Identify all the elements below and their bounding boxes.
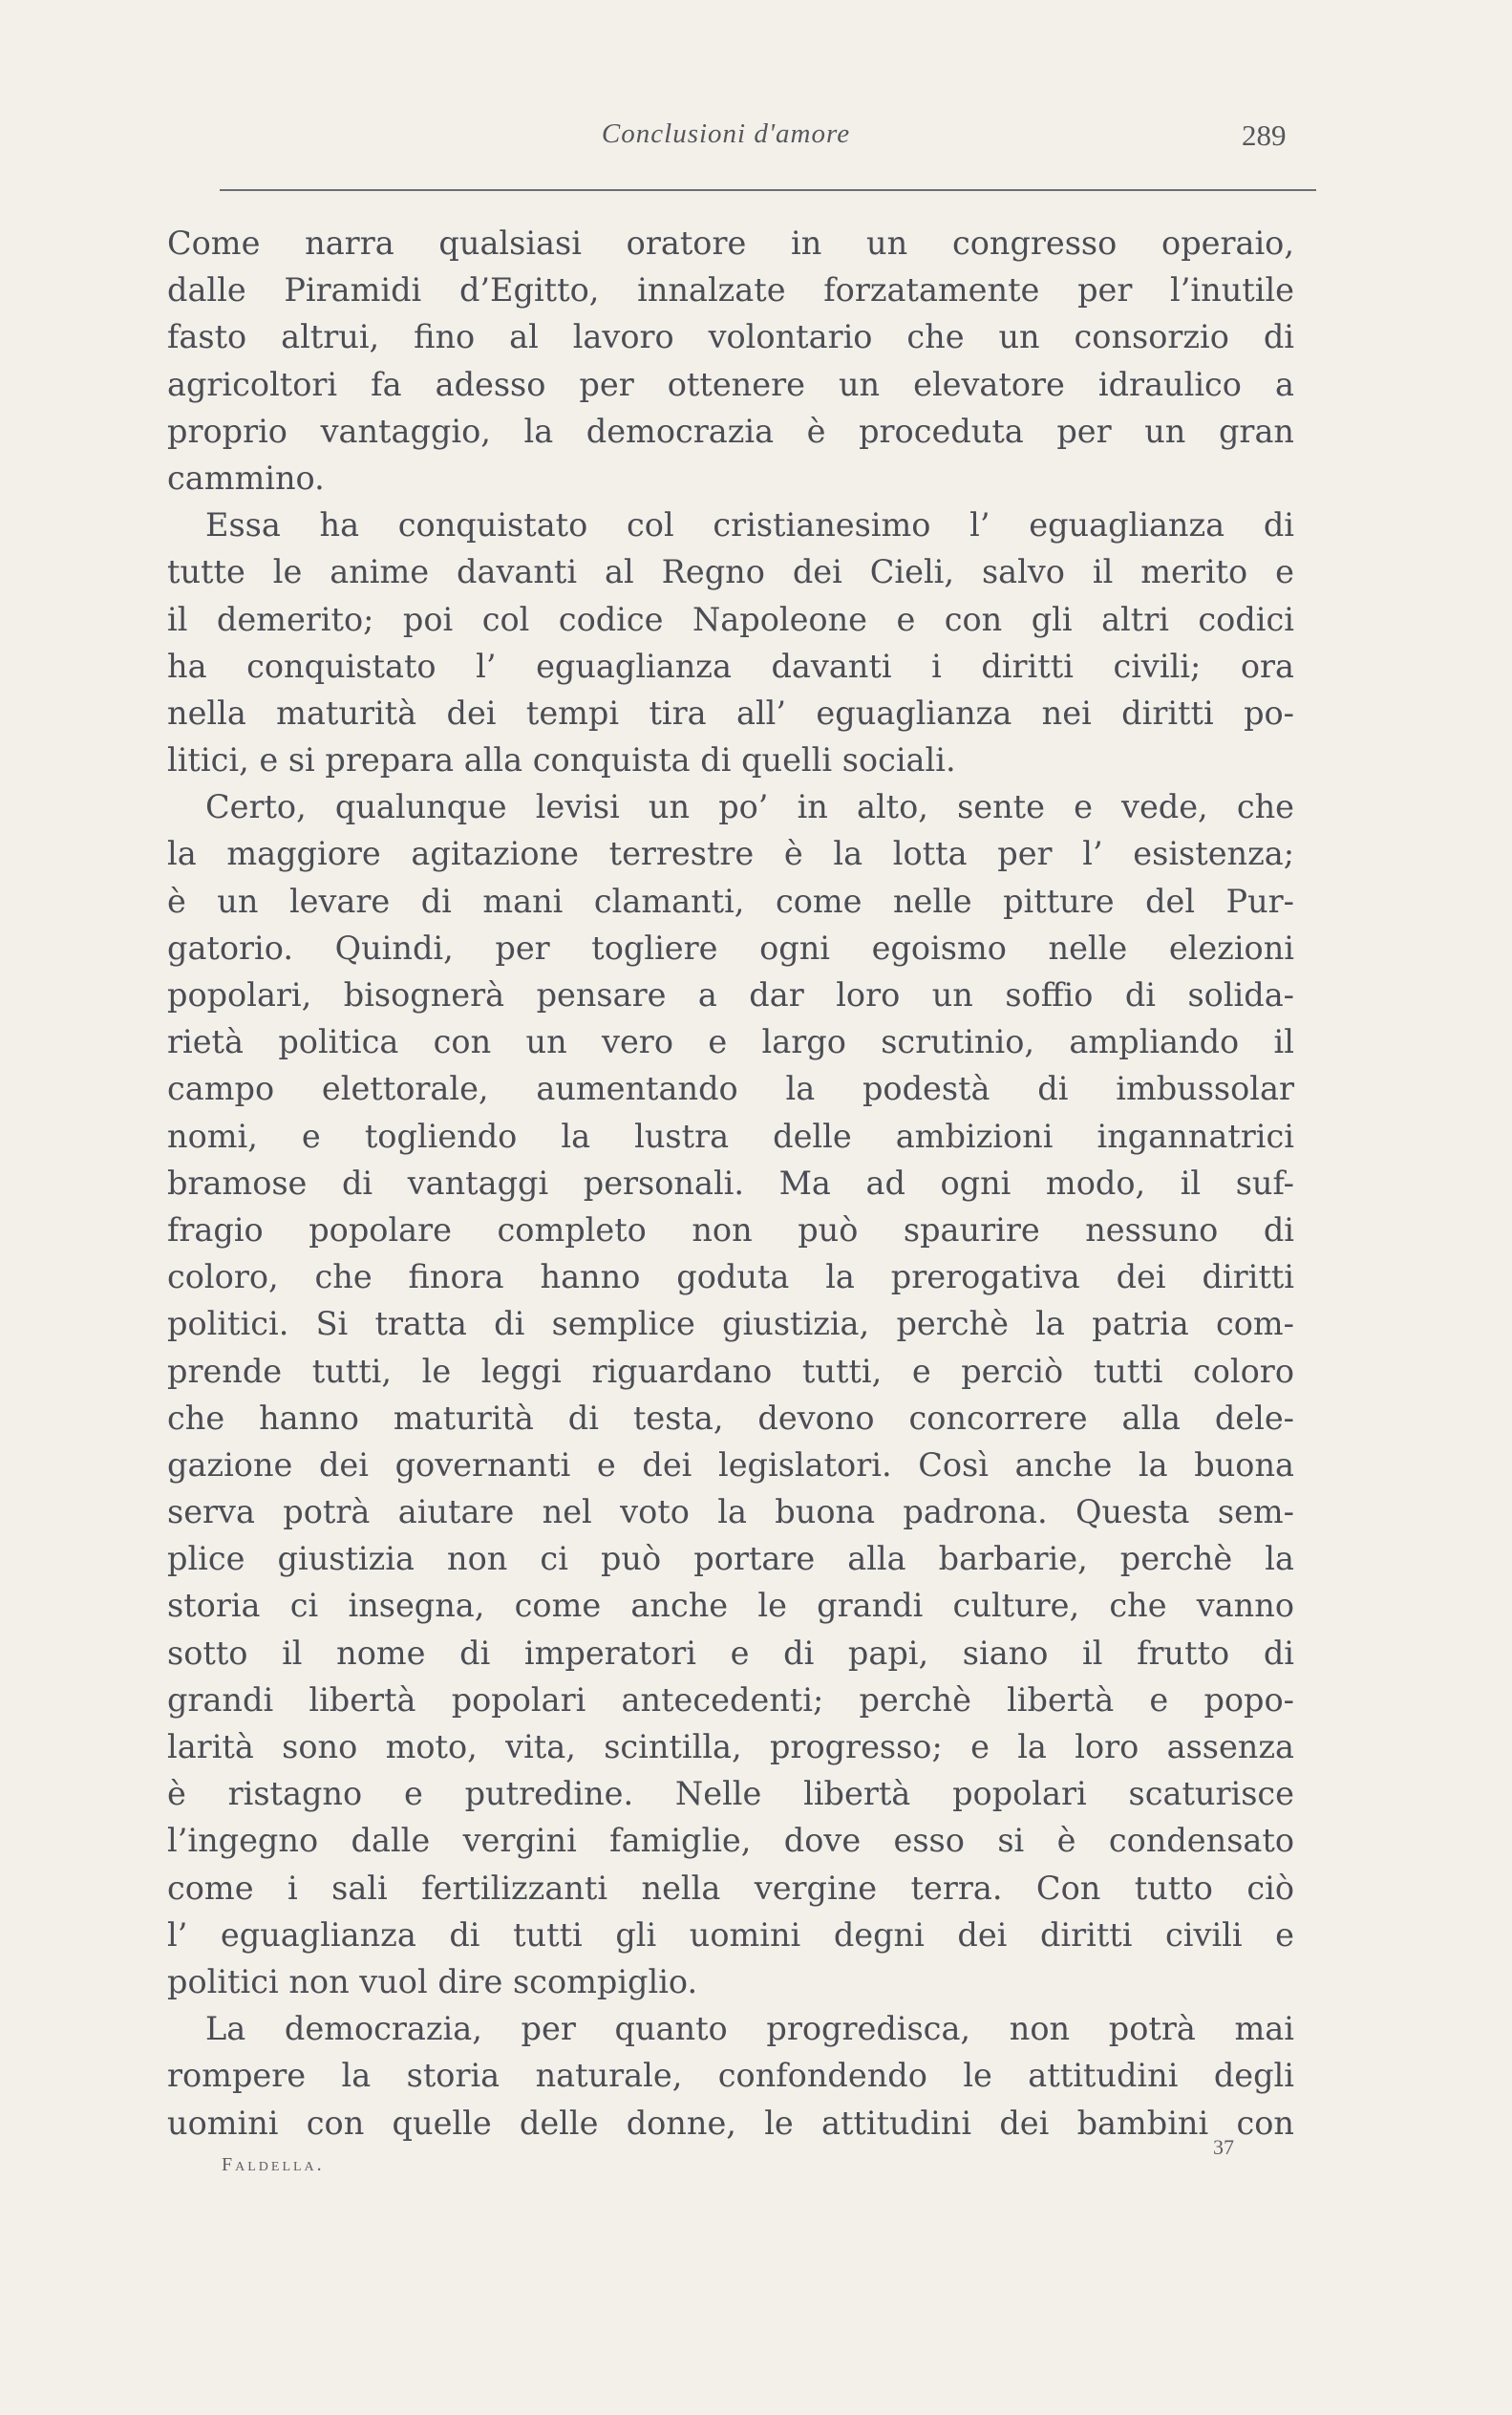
text-line: serva potrà aiutare nel voto la buona padrona. Questa sem- <box>167 1493 1294 1531</box>
text-line: campo elettorale, aumentando la podestà di imbussolar <box>167 1070 1294 1108</box>
text-line: ha conquistato l’ eguaglianza davanti i diritti civili; ora <box>167 647 1294 685</box>
running-title: Conclusioni d'amore <box>601 118 851 149</box>
text-line: fasto altrui, fino al lavoro volontario che un consorzio di <box>167 318 1294 356</box>
text-line: prende tutti, le leggi riguardano tutti, e perciò tutti coloro <box>167 1352 1294 1390</box>
text-line: agricoltori fa adesso per ottenere un elevatore idraulico a <box>167 365 1294 403</box>
signature-mark: Faldella. <box>222 2154 325 2175</box>
signature-mark-number: 37 <box>1213 2135 1234 2159</box>
body-text <box>167 220 1294 2147</box>
text-line: rompere la storia naturale, confondendo le attitudini degli <box>167 2057 1294 2095</box>
text-line: La democrazia, per quanto progredisca, non potrà mai <box>205 2010 1294 2048</box>
text-line: dalle Piramidi d’Egitto, innalzate forzatamente per l’inutile <box>167 271 1294 310</box>
text-line: che hanno maturità di testa, devono concorrere alla dele- <box>167 1399 1294 1437</box>
header-rule <box>220 189 1316 191</box>
text-line: il demerito; poi col codice Napoleone e con gli altri codici <box>167 600 1294 638</box>
text-line: tutte le anime davanti al Regno dei Cieli, salvo il merito e <box>167 553 1294 591</box>
text-line: è ristagno e putredine. Nelle libertà popolari scaturisce <box>167 1775 1294 1813</box>
text-line: popolari, bisognerà pensare a dar loro un soffio di solida- <box>167 976 1294 1014</box>
text-line: bramose di vantaggi personali. Ma ad ogni modo, il suf- <box>167 1164 1294 1202</box>
page-number: 289 <box>1242 118 1287 152</box>
text-line: cammino. <box>167 459 325 497</box>
text-line: uomini con quelle delle donne, le attitudini dei bambini con <box>167 2104 1294 2142</box>
text-line: come i sali fertilizzanti nella vergine terra. Con tutto ciò <box>167 1869 1294 1907</box>
text-line: rietà politica con un vero e largo scrutinio, ampliando il <box>167 1023 1294 1061</box>
text-line: l’ingegno dalle vergini famiglie, dove esso si è condensato <box>167 1822 1294 1860</box>
text-line: Come narra qualsiasi oratore in un congresso operaio, <box>167 224 1294 262</box>
text-line: coloro, che finora hanno goduta la prerogativa dei diritti <box>167 1258 1294 1296</box>
text-line: proprio vantaggio, la democrazia è proceduta per un gran <box>167 412 1294 450</box>
text-line: sotto il nome di imperatori e di papi, siano il frutto di <box>167 1634 1294 1672</box>
text-line: fragio popolare completo non può spaurire nessuno di <box>167 1210 1294 1249</box>
text-line: è un levare di mani clamanti, come nelle pitture del Pur- <box>167 882 1294 920</box>
text-line: gazione dei governanti e dei legislatori. Così anche la buona <box>167 1445 1294 1484</box>
text-line: politici. Si tratta di semplice giustizia, perchè la patria com- <box>167 1305 1294 1343</box>
text-line: larità sono moto, vita, scintilla, progresso; e la loro assenza <box>167 1728 1294 1765</box>
text-line: plice giustizia non ci può portare alla barbarie, perchè la <box>167 1540 1294 1578</box>
text-line: politici non vuol dire scompiglio. <box>167 1962 698 2000</box>
text-line: Certo, qualunque levisi un po’ in alto, sente e vede, che <box>205 788 1294 826</box>
text-line: storia ci insegna, come anche le grandi culture, che vanno <box>167 1587 1294 1625</box>
text-line: la maggiore agitazione terrestre è la lotta per l’ esistenza; <box>167 835 1294 873</box>
text-line: nomi, e togliendo la lustra delle ambizioni ingannatrici <box>167 1117 1294 1155</box>
running-head <box>0 113 1512 160</box>
text-line: Essa ha conquistato col cristianesimo l’ eguaglianza di <box>205 506 1294 545</box>
text-line: nella maturità dei tempi tira all’ eguaglianza nei diritti po- <box>167 694 1294 732</box>
text-line: gatorio. Quindi, per togliere ogni egoismo nelle elezioni <box>167 929 1294 967</box>
text-line: grandi libertà popolari antecedenti; perchè libertà e popo- <box>167 1680 1294 1719</box>
text-line: l’ eguaglianza di tutti gli uomini degni dei diritti civili e <box>167 1915 1294 1954</box>
text-line: litici, e si prepara alla conquista di quelli sociali. <box>167 741 956 780</box>
